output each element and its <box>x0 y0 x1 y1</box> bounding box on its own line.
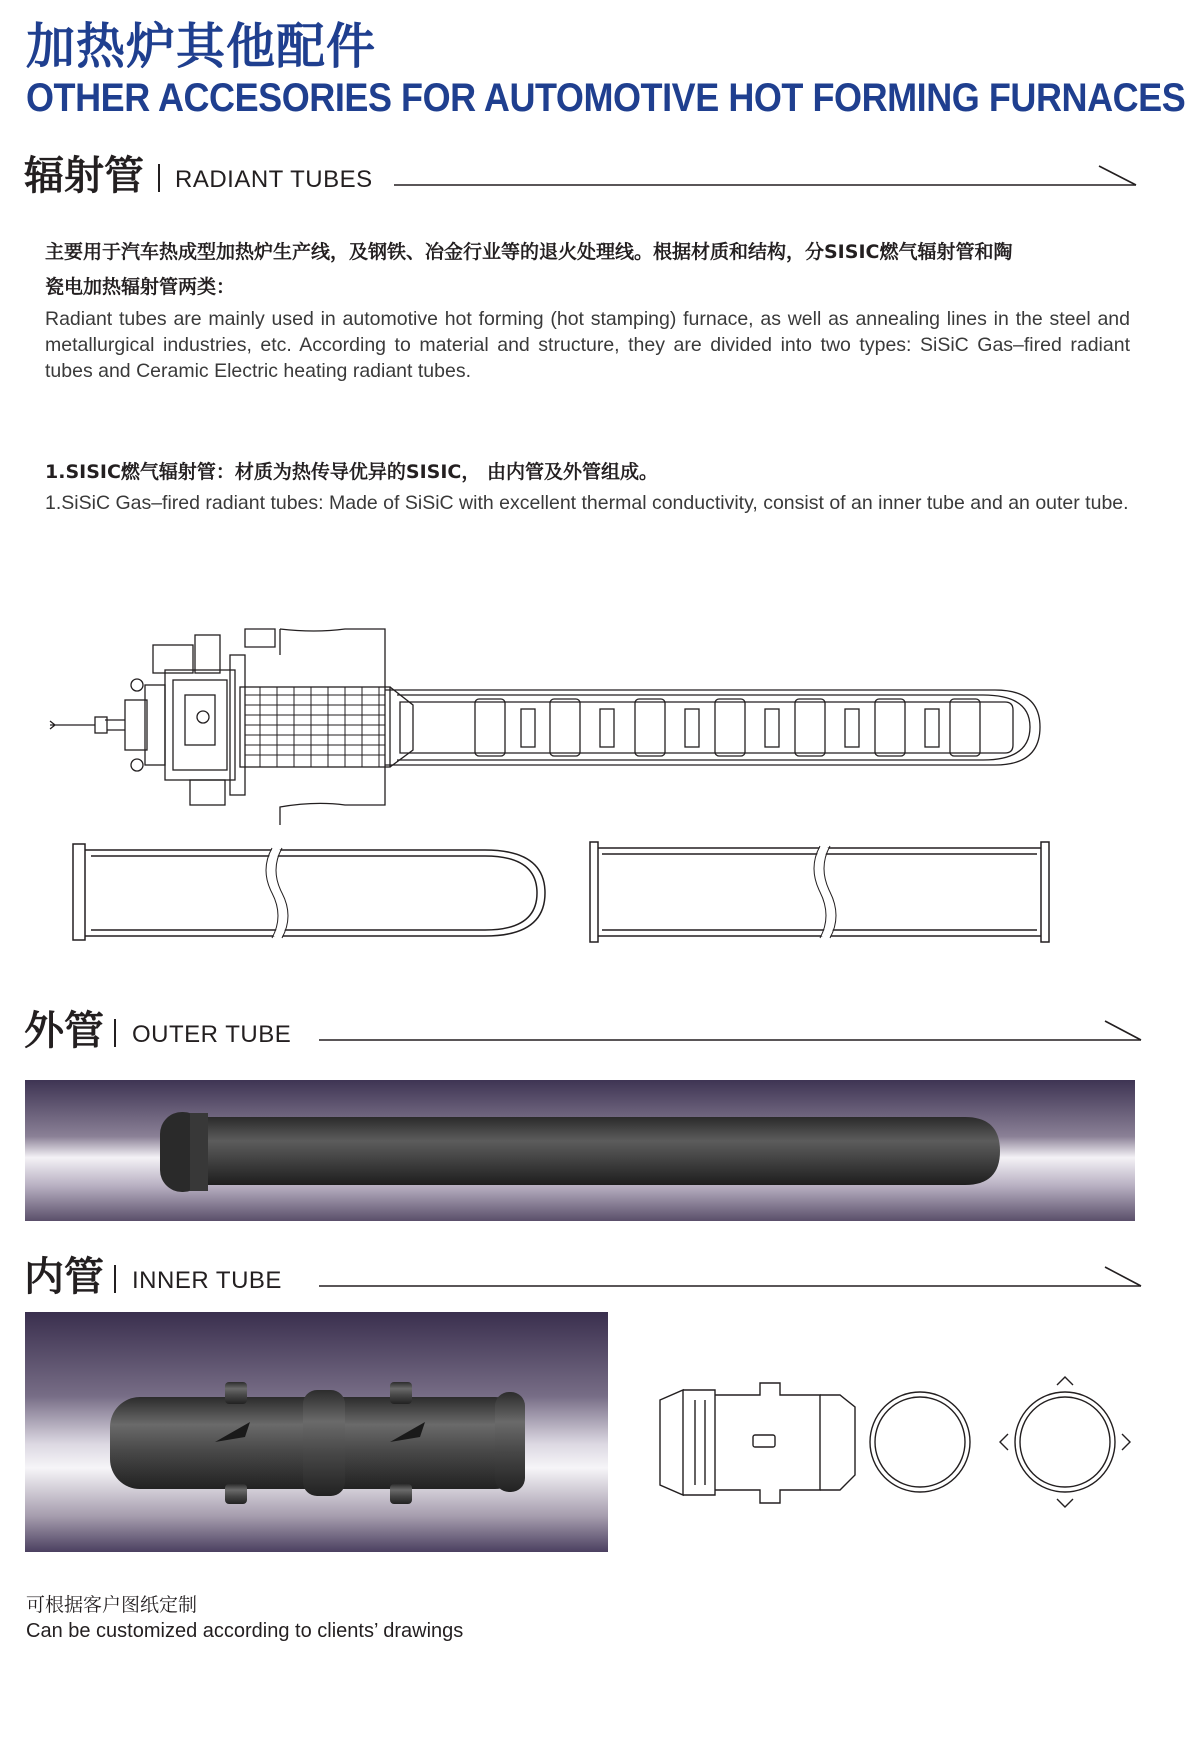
page-title-cn: 加热炉其他配件 <box>26 18 377 75</box>
intro-en: Radiant tubes are mainly used in automotive hot forming (hot stamping) furnace, as well as annealing lines in the steel and metallurgical industries, etc. According to material and structure, they are divided into two types: SiSiC Gas–fired radiant tubes and Ceramic Electric heating radiant tubes. <box>45 308 1130 382</box>
customization-note-cn: 可根据客户图纸定制 <box>26 1594 198 1616</box>
inner-tube-drawing <box>655 1375 1140 1515</box>
intro-cn-line2: 瓷电加热辐射管两类： <box>45 276 236 298</box>
customization-note-en: Can be customized according to clients’ drawings <box>26 1620 464 1642</box>
outer-tube-photo <box>25 1080 1135 1221</box>
u-tube-drawing <box>65 840 555 950</box>
section-title-cn: 内管 <box>24 1254 104 1300</box>
intro-cn-line1: 主要用于汽车热成型加热炉生产线，及钢铁、冶金行业等的退火处理线。根据材质和结构，分SISIC燃气辐射管和陶 <box>45 241 1013 263</box>
section-header-radiant-tubes <box>24 152 1144 212</box>
divider <box>158 164 160 192</box>
burner-assembly-drawing <box>45 625 1065 825</box>
straight-tube-drawing <box>588 838 1053 948</box>
arrow-line-icon <box>319 1253 1149 1293</box>
section-header-inner-tube <box>24 1253 1144 1313</box>
item1-cn: 1.SISIC燃气辐射管：材质为热传导优异的SISIC， 由内管及外管组成。 <box>45 461 658 483</box>
section-title-en: INNER TUBE <box>132 1267 282 1294</box>
section-title-cn: 外管 <box>24 1008 104 1054</box>
divider <box>114 1265 116 1293</box>
section-title-cn: 辐射管 <box>24 153 144 199</box>
arrow-line-icon <box>319 1007 1149 1047</box>
item1-en: 1.SiSiC Gas–fired radiant tubes: Made of SiSiC with excellent thermal conductivity, consist of an inner tube and an outer tube. <box>45 492 1129 514</box>
section-header-outer-tube <box>24 1007 1144 1067</box>
inner-tube-photo <box>25 1312 608 1552</box>
divider <box>114 1019 116 1047</box>
page-title-en: OTHER ACCESORIES FOR AUTOMOTIVE HOT FORMING FURNACES <box>26 76 1186 120</box>
arrow-line-icon <box>394 152 1144 192</box>
section-title-en: OUTER TUBE <box>132 1021 292 1048</box>
section-title-en: RADIANT TUBES <box>175 166 373 193</box>
